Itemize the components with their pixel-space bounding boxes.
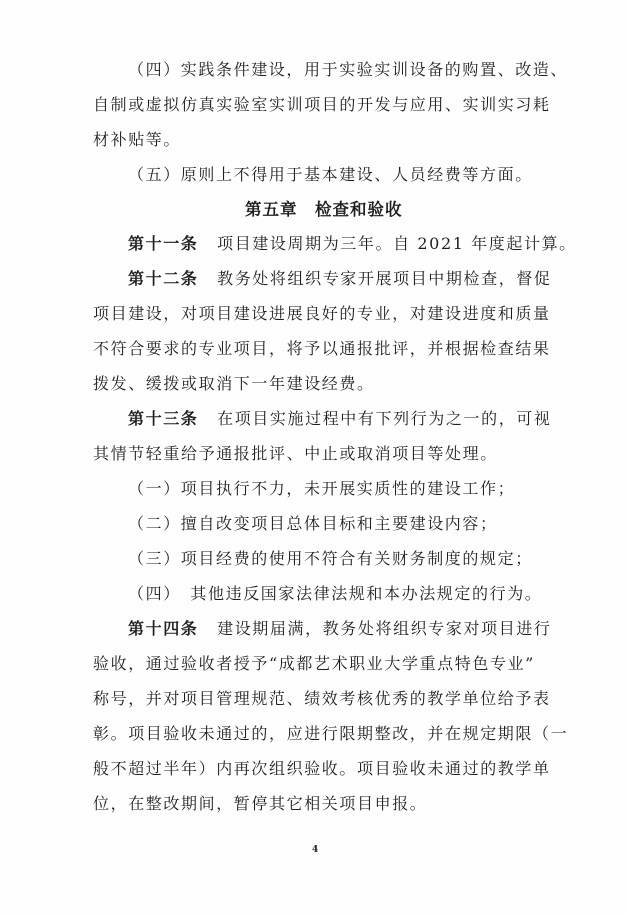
- article-13-item: （二）擅自改变项目总体目标和主要建设内容；: [128, 514, 498, 533]
- para-line: 材补贴等。: [93, 130, 182, 149]
- article-14-label: 第十四条: [128, 619, 199, 638]
- chapter-title: 第五章 检查和验收: [245, 200, 403, 219]
- article-14-line: 般不超过半年）内再次组织验收。项目验收未通过的教学单: [93, 759, 551, 778]
- article-13-first-line: 在项目实施过程中有下列行为之一的，可视: [217, 409, 552, 428]
- article-14-line: 位，在整改期间，暂停其它相关项目申报。: [93, 794, 428, 813]
- article-13-item: （一）项目执行不力，未开展实质性的建设工作；: [128, 479, 516, 498]
- article-14-line: 验收，通过验收者授予“成都艺术职业大学重点特色专业”: [93, 654, 535, 673]
- article-13-line: 其情节轻重给予通报批评、中止或取消项目等处理。: [93, 444, 498, 463]
- para-line: （四）实践条件建设，用于实验实训设备的购置、改造、: [128, 60, 569, 79]
- article-14-line: 称号，并对项目管理规范、绩效考核优秀的教学单位给予表: [93, 689, 551, 708]
- article-12-first-line: 教务处将组织专家开展项目中期检查，督促: [217, 269, 552, 288]
- article-14-line: 彰。项目验收未通过的，应进行限期整改，并在规定期限（一: [93, 724, 569, 743]
- article-12-line: 拨发、缓拨或取消下一年建设经费。: [93, 374, 375, 393]
- article-13-item: （四） 其他违反国家法律法规和本办法规定的行为。: [128, 584, 543, 603]
- article-13-label: 第十三条: [128, 409, 199, 428]
- article-11: [128, 234, 577, 254]
- article-13: [128, 409, 552, 429]
- para-line: 自制或虚拟仿真实验室实训项目的开发与应用、实训实习耗: [93, 95, 551, 114]
- article-14-first-line: 建设期届满，教务处将组织专家对项目进行: [217, 619, 552, 638]
- article-11-label: 第十一条: [128, 234, 199, 253]
- article-14: [128, 619, 552, 639]
- article-13-item: （三）项目经费的使用不符合有关财务制度的规定；: [128, 549, 533, 568]
- article-11-text: 项目建设周期为三年。自 2021 年度起计算。: [217, 234, 577, 253]
- article-12: [128, 269, 552, 289]
- article-12-label: 第十二条: [128, 269, 199, 288]
- article-12-line: 项目建设，对项目建设进展良好的专业，对建设进度和质量: [93, 304, 551, 323]
- article-12-line: 不符合要求的专业项目，将予以通报批评，并根据检查结果: [93, 339, 551, 358]
- page-number: 4: [312, 845, 319, 855]
- para-line: （五）原则上不得用于基本建设、人员经费等方面。: [128, 165, 533, 184]
